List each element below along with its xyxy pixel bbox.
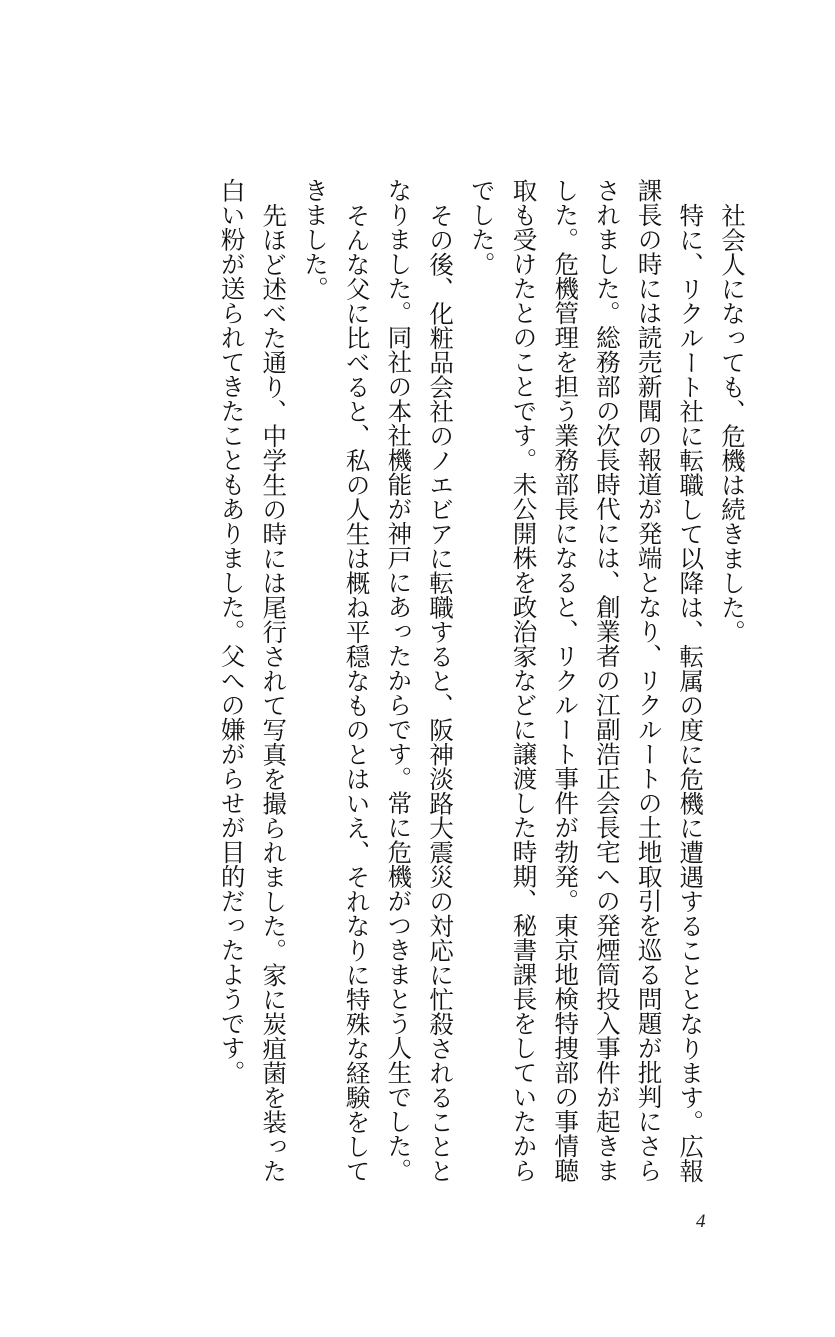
paragraph-5: 先ほど述べた通り、中学生の時には尾行されて写真を撮られました。家に炭疽菌を装った白い粉が送られてきたこともありました。父への嫌がらせが目的だったようです。 <box>217 178 289 1183</box>
paragraph-2: 特に、リクルート社に転職して以降は、転属の度に危機に遭遇することとなります。広報課長の時には読売新聞の報道が発端となり、リクルートの土地取引を巡る問題が批判にさらされました。総務部の次長時代には、創業者の江副浩正会長宅への発煙筒投入事件が起きました。危機管理を担う業務部長になると、リクルート事件が勃発。東京地検特捜部の事情聴取も受けたとのことです。未公開株を政治家などに譲渡した時期、秘書課長をしていたからでした。 <box>467 178 706 1183</box>
vertical-text-body <box>73 178 753 1198</box>
paragraph-1: 社会人になっても、危機は続きました。 <box>718 202 747 644</box>
paragraph-4: そんな父に比べると、私の人生は概ね平穏なものとはいえ、それなりに特殊な経験をしてきました。 <box>300 178 372 1183</box>
page-number: 4 <box>696 1211 706 1232</box>
paragraph-3: その後、化粧品会社のノエビアに転職すると、阪神淡路大震災の対応に忙殺されることとなりました。同社の本社機能が神戸にあったからです。常に危機がつきまとう人生でした。 <box>384 178 456 1183</box>
